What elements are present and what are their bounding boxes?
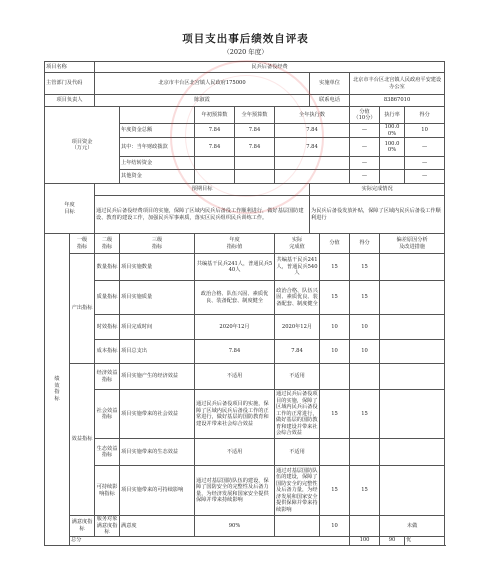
phone-value: 83867010 — [350, 95, 445, 107]
perf-l2: 生态效益指标 — [95, 439, 120, 466]
perf-actual: 2020年12月 — [275, 315, 320, 340]
funds-cell: — — [350, 157, 380, 170]
funds-cell — [380, 170, 405, 184]
perf-l2: 成本指标 — [95, 340, 120, 364]
funds-cell: 7.84 — [195, 124, 235, 138]
funds-header: 年初预算数 — [195, 107, 235, 124]
total-score: 100 — [350, 536, 380, 545]
perf-target: 通过对基层国防队伍的建设，保障了国防安全的完整性及后备力量，为经济发展和国家安全提供保障并带来持续影响 — [195, 466, 275, 516]
impl-value: 北京市丰台区北宫镇人民政府平安建设办公室 — [350, 73, 445, 95]
funds-cell: — — [405, 138, 445, 157]
goals-expected-header: 预期目标 — [95, 184, 310, 196]
funds-cell — [235, 157, 275, 170]
perf-score: 10 — [320, 315, 350, 340]
perf-l3: 项目完成时间 — [120, 315, 195, 340]
funds-row-name: 上年结转资金 — [120, 157, 195, 170]
perf-header: 分值 — [320, 234, 350, 254]
perf-target: 不适用 — [195, 364, 275, 390]
perf-actual: 7.84 — [275, 340, 320, 364]
dept-label: 主管部门及代码 — [45, 73, 95, 95]
perf-header: 得分 — [350, 234, 380, 254]
perf-score: 15 — [320, 254, 350, 281]
perf-l2: 质量指标 — [95, 281, 120, 315]
funds-cell: — — [405, 170, 445, 184]
funds-header: 执行率 — [380, 107, 405, 124]
perf-header: 一级 指标 — [70, 234, 95, 254]
perf-got — [350, 439, 380, 466]
funds-cell — [235, 170, 275, 184]
perf-l2: 社会效益指标 — [95, 390, 120, 439]
funds-cell: 7.84 — [195, 138, 235, 157]
perf-note — [380, 281, 445, 315]
perf-got: 10 — [350, 340, 380, 364]
funds-header: 得分 — [405, 107, 445, 124]
perf-score — [320, 439, 350, 466]
funds-cell: 100.00% — [380, 138, 405, 157]
perf-score: 15 — [320, 281, 350, 315]
funds-header: 全年执行数 — [275, 107, 350, 124]
page-subtitle: （2020 年度） — [223, 48, 268, 56]
funds-cell — [275, 157, 350, 170]
perf-got: 15 — [350, 281, 380, 315]
perf-score: 10 — [320, 340, 350, 364]
perf-got: 10 — [350, 315, 380, 340]
perf-l3: 项目实施带来的生态效益 — [120, 439, 195, 466]
funds-header-blank — [120, 107, 195, 124]
goals-label: 年度 目标 — [45, 184, 95, 234]
funds-cell: 7.84 — [275, 138, 350, 157]
perf-header: 实际 完成值 — [275, 234, 320, 254]
perf-l3: 项目实施数量 — [120, 254, 195, 281]
funds-row-name: 年度资金总额 — [120, 124, 195, 138]
perf-header: 年度 指标值 — [195, 234, 275, 254]
funds-cell: — — [350, 124, 380, 138]
funds-cell: 7.84 — [275, 124, 350, 138]
perf-actual: 政治合格、队伍兴固、素质优良、装备配套、制度健全 — [275, 281, 320, 315]
perf-l3: 项目实施产生的经济效益 — [120, 364, 195, 390]
total-got: 90 — [380, 536, 405, 545]
perf-got — [350, 364, 380, 390]
perf-actual: 不适用 — [275, 439, 320, 466]
perf-target: 通过民兵后备役项目的实施，保障了区域内民兵后备役工作的正常进行，做好基层的国防教育和建设并带来社会综合效益 — [195, 390, 275, 439]
perf-l2: 服务对象满意度指标 — [95, 516, 120, 537]
evaluation-table — [44, 61, 445, 546]
perf-header: 三级 指标 — [120, 234, 195, 254]
funds-cell — [380, 157, 405, 170]
dept-value: 北京市丰台区北宫镇人民政府175000 — [95, 73, 310, 95]
perf-got: 15 — [350, 390, 380, 439]
perf-note — [380, 364, 445, 390]
funds-cell — [195, 157, 235, 170]
total-grade: 优 — [405, 536, 445, 545]
perf-l3: 项目实施带来的社会效益 — [120, 390, 195, 439]
perf-got: 15 — [350, 254, 380, 281]
perf-score: 15 — [320, 390, 350, 439]
perf-target: 政治合格、队伍兴固、素质优良、装备配套、制度健全 — [195, 281, 275, 315]
perf-header: 二级 指标 — [95, 234, 120, 254]
page-title: 项目支出事后绩效自评表 — [182, 33, 309, 45]
perf-note — [380, 466, 445, 516]
funds-header: 分值 （10分） — [350, 107, 380, 124]
project-name-label: 项目名称 — [45, 62, 95, 73]
funds-cell: — — [405, 157, 445, 170]
perf-target: 90% — [195, 516, 275, 537]
goals-actual-header: 实际完成情况 — [310, 184, 445, 196]
perf-target: 7.84 — [195, 340, 275, 364]
funds-header: 全年预算数 — [235, 107, 275, 124]
perf-score — [320, 364, 350, 390]
funds-cell: 7.84 — [235, 138, 275, 157]
goals-expected: 通过民兵后备役经费项目的实施，保障了区域内民兵后备役工作顺利进行，做好基层国防建设、教育的建设工作，加强民兵军事素质，落实区民兵组织民兵训练工作。 — [95, 196, 310, 234]
perf-target: 2020年12月 — [195, 315, 275, 340]
funds-row-name: 其中：当年财政拨款 — [120, 138, 195, 157]
perf-note — [380, 390, 445, 439]
perf-got: 15 — [350, 466, 380, 516]
perf-actual: 通过对基层国防队伍的建设，保障了国防安全的完整性及后备力量，为经济发展和国家安全提供保障并带来持续影响 — [275, 466, 320, 516]
impl-label: 实施单位 — [310, 73, 350, 95]
goals-actual: 为民兵后备役发放补贴，保障了区域内民兵后备役工作顺利进行 — [310, 196, 445, 234]
funds-cell — [275, 170, 350, 184]
perf-l3: 满意度 — [120, 516, 195, 537]
funds-cell: 10 — [405, 124, 445, 138]
perf-note — [380, 315, 445, 340]
perf-note — [380, 254, 445, 281]
perf-actual — [275, 516, 320, 537]
perf-actual: 不适用 — [275, 364, 320, 390]
perf-l1-satisfaction: 满意度指标 — [70, 516, 95, 537]
perf-target: 共编基干民兵241人，普通民兵540人 — [195, 254, 275, 281]
perf-target: 不适用 — [195, 439, 275, 466]
leader-value: 陈淑霞 — [95, 95, 310, 107]
funds-cell — [195, 170, 235, 184]
perf-l2: 数量指标 — [95, 254, 120, 281]
perf-l2: 经济效益指标 — [95, 364, 120, 390]
perf-l3: 项目总支出 — [120, 340, 195, 364]
leader-label: 项目负责人 — [45, 95, 95, 107]
phone-label: 联系电话 — [310, 95, 350, 107]
perf-label: 绩 效 指 标 — [45, 234, 70, 546]
perf-score: 15 — [320, 466, 350, 516]
perf-l1-output: 产出指标 — [70, 254, 95, 364]
funds-row-name: 其他资金 — [120, 170, 195, 184]
perf-l2: 时效指标 — [95, 315, 120, 340]
perf-actual: 通过民兵后备役项目的实施，保障了区域内民兵后备役工作的正常进行，做好基层的国防教育和建设并带来社会综合效益 — [275, 390, 320, 439]
perf-note: 未做 — [380, 516, 445, 537]
perf-got — [350, 516, 380, 537]
funds-cell: — — [350, 138, 380, 157]
perf-header: 偏差原因分析 及改进措施 — [380, 234, 445, 254]
funds-label: 项目资金 （万元） — [45, 107, 120, 184]
funds-cell: 100.00% — [380, 124, 405, 138]
total-label: 总分 — [70, 536, 350, 545]
perf-l1-effect: 效益指标 — [70, 364, 95, 516]
funds-cell: — — [350, 170, 380, 184]
funds-cell: 7.84 — [235, 124, 275, 138]
perf-note — [380, 340, 445, 364]
perf-score: 10 — [320, 516, 350, 537]
perf-actual: 共编基干民兵241人，普通民兵540人 — [275, 254, 320, 281]
perf-l3: 项目实施带来的可持续影响 — [120, 466, 195, 516]
project-name-value: 民兵后备役经费 — [95, 62, 445, 73]
perf-l2: 可持续影响指标 — [95, 466, 120, 516]
perf-note — [380, 439, 445, 466]
perf-l3: 项目实施质量 — [120, 281, 195, 315]
